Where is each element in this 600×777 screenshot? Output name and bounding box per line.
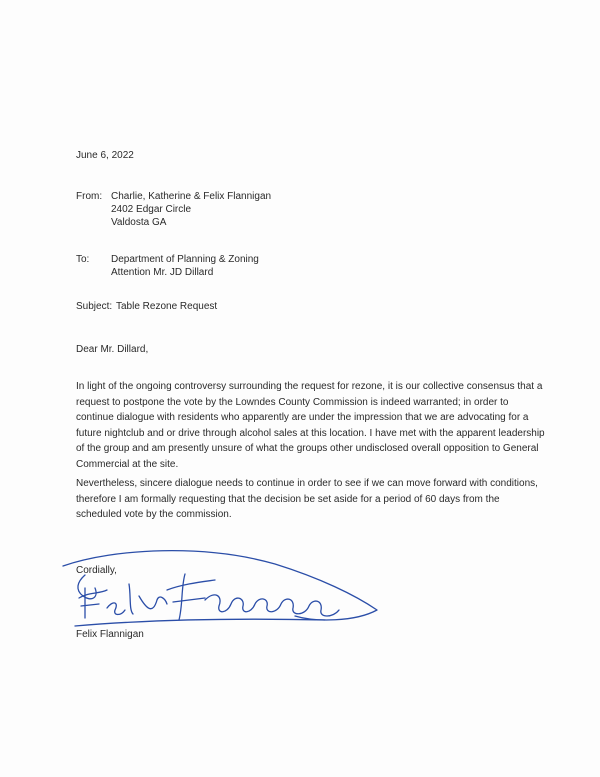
from-line: Valdosta GA <box>111 217 167 228</box>
from-line: 2402 Edgar Circle <box>111 204 192 215</box>
to-line: Attention Mr. JD Dillard <box>111 267 214 278</box>
from-address <box>111 190 271 229</box>
body-paragraph: Nevertheless, sincere dialogue needs to continue in order to see if we can move forward with conditions, therefore I am formally requesting that the decision be set aside for a period of 60 days from the scheduled vote by the commission. <box>76 478 538 521</box>
to-line: Department of Planning & Zoning <box>111 254 259 265</box>
handwritten-signature <box>55 540 385 640</box>
to-label: To: <box>76 254 90 265</box>
closing: Cordially, <box>76 565 117 576</box>
letter-date: June 6, 2022 <box>76 150 134 161</box>
from-label: From: <box>76 191 103 202</box>
salutation: Dear Mr. Dillard, <box>76 344 149 355</box>
body-paragraph: In light of the ongoing controversy surrounding the request for rezone, it is our collective consensus that a request to postpone the vote by the Lowndes County Commission is indeed warranted; in order to continue dialogue with residents who apparently are under the impression that we are advocating for a future nightclub and or drive through alcohol sales at this location. I have met with the apparent leadership of the group and am presently unsure of what the groups other undisclosed overall opposition to General Commercial at the site. <box>76 381 545 470</box>
to-address <box>111 253 259 279</box>
subject-label: Subject: <box>76 301 113 312</box>
signer-name: Felix Flannigan <box>76 629 144 640</box>
subject-value: Table Rezone Request <box>116 301 218 312</box>
from-line: Charlie, Katherine & Felix Flannigan <box>111 191 272 202</box>
